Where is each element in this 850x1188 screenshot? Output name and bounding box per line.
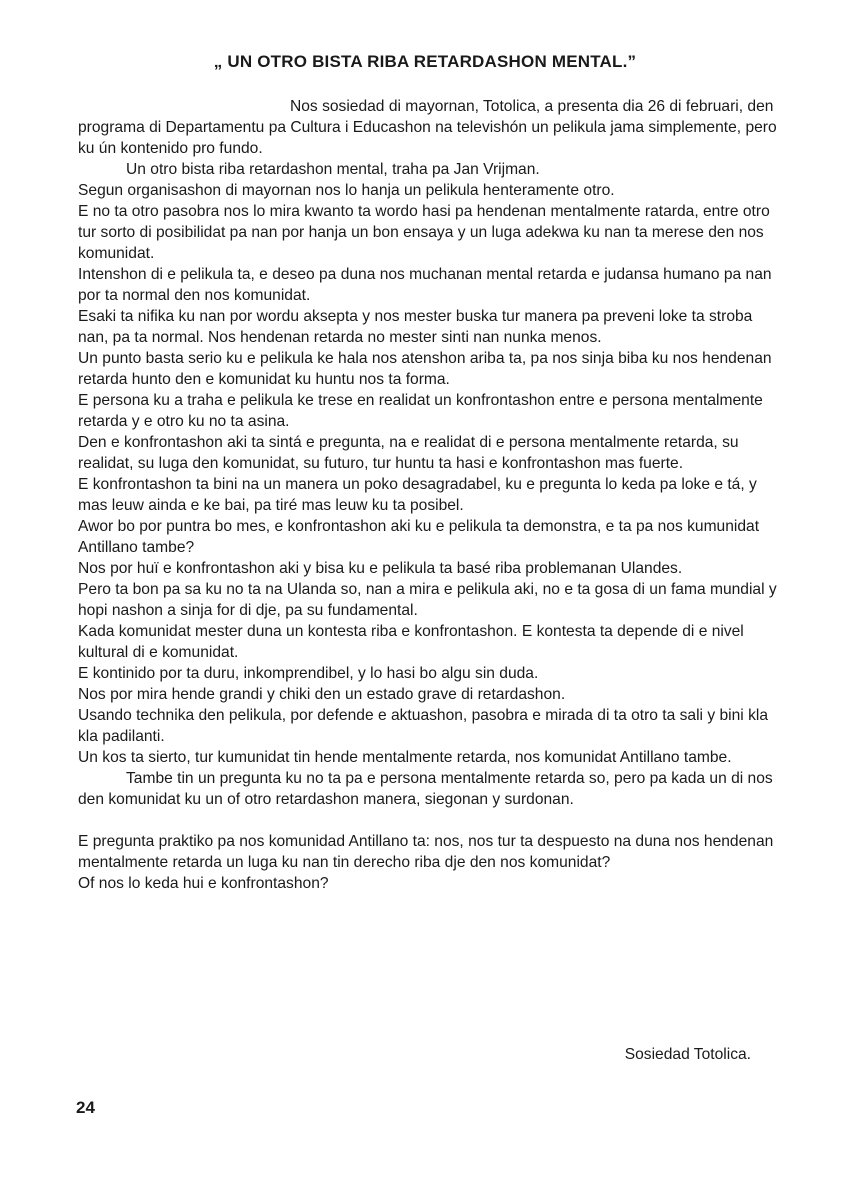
- page-title: „ UN OTRO BISTA RIBA RETARDASHON MENTAL.”: [213, 52, 637, 71]
- paragraph: Nos por huï e konfrontashon aki y bisa ku e pelikula ta basé riba problemanan Ulandes.: [78, 560, 683, 577]
- paragraph: Un kos ta sierto, tur kumunidat tin hende mentalmente retarda, nos komunidat Antillano tambe.: [78, 749, 732, 766]
- paragraph: Esaki ta nifika ku nan por wordu aksepta y nos mester buska tur manera pa preveni loke ta stroba nan, pa ta normal. Nos hendenan retarda no mester sinti nan nunka menos.: [78, 308, 753, 346]
- paragraph: E no ta otro pasobra nos lo mira kwanto ta wordo hasi pa hendenan mentalmente ratarda, entre otro tur sorto di posibilidat pa nan por hanja un bon ensaya y un luga adekwa ku nan ta merese den nos komunidat.: [78, 203, 770, 262]
- paragraph: Un punto basta serio ku e pelikula ke hala nos atenshon ariba ta, pa nos sinja biba ku nos hendenan retarda hunto den e komunidat ku huntu nos ta forma.: [78, 350, 772, 388]
- paragraph: E persona ku a traha e pelikula ke trese en realidat un konfrontashon entre e persona mentalmente retarda y e otro ku no ta asina.: [78, 392, 763, 430]
- paragraph: E pregunta praktiko pa nos komunidad Antillano ta: nos, nos tur ta despuesto na duna nos hendenan mentalmente retarda un luga ku nan tin derecho riba dje den nos komunidat?: [78, 833, 774, 871]
- paragraph: Segun organisashon di mayornan nos lo hanja un pelikula henteramente otro.: [78, 182, 615, 199]
- signature: Sosiedad Totolica.: [624, 1046, 751, 1063]
- paragraph: Usando technika den pelikula, por defende e aktuashon, pasobra e mirada di ta otro ta sali y bini kla kla padilanti.: [78, 707, 769, 745]
- paragraph: E kontinido por ta duru, inkomprendibel, y lo hasi bo algu sin duda.: [78, 665, 539, 682]
- paragraph: Den e konfrontashon aki ta sintá e pregunta, na e realidat di e persona mentalmente retarda, su realidat, su luga den komunidat, su futuro, tur huntu ta hasi e konfrontashon mas fuerte.: [78, 434, 739, 472]
- article-body: [78, 96, 786, 894]
- paragraph: Awor bo por puntra bo mes, e konfrontashon aki ku e pelikula ta demonstra, e ta pa nos kumunidat Antillano tambe?: [78, 518, 760, 556]
- paragraph: Intenshon di e pelikula ta, e deseo pa duna nos muchanan mental retarda e judansa humano pa nan por ta normal den nos komunidat.: [78, 266, 772, 304]
- paragraph: E konfrontashon ta bini na un manera un poko desagradabel, ku e pregunta lo keda pa loke e tá, y mas leuw ainda e ke bai, pa tiré mas leuw ku ta posibel.: [78, 476, 757, 514]
- paragraph: Of nos lo keda hui e konfrontashon?: [78, 875, 329, 892]
- paragraph: Nos sosiedad di mayornan, Totolica, a presenta dia 26 di februari, den programa di Departamentu pa Cultura i Educashon na televishón un pelikula jama simplemente, pero ku ún kontenido pro fundo.: [78, 98, 777, 157]
- paragraph: Nos por mira hende grandi y chiki den un estado grave di retardashon.: [78, 686, 566, 703]
- page-number: 24: [76, 1098, 95, 1117]
- paragraph: Un otro bista riba retardashon mental, traha pa Jan Vrijman.: [126, 161, 540, 178]
- paragraph: Kada komunidat mester duna un kontesta riba e konfrontashon. E kontesta ta depende di e nivel kultural di e komunidat.: [78, 623, 744, 661]
- paragraph: Tambe tin un pregunta ku no ta pa e persona mentalmente retarda so, pero pa kada un di nos den komunidat ku un of otro retardashon manera, siegonan y surdonan.: [78, 770, 773, 808]
- paragraph: Pero ta bon pa sa ku no ta na Ulanda so, nan a mira e pelikula aki, no e ta gosa di un fama mundial y hopi nashon a sinja for di dje, pa su fundamental.: [78, 581, 777, 619]
